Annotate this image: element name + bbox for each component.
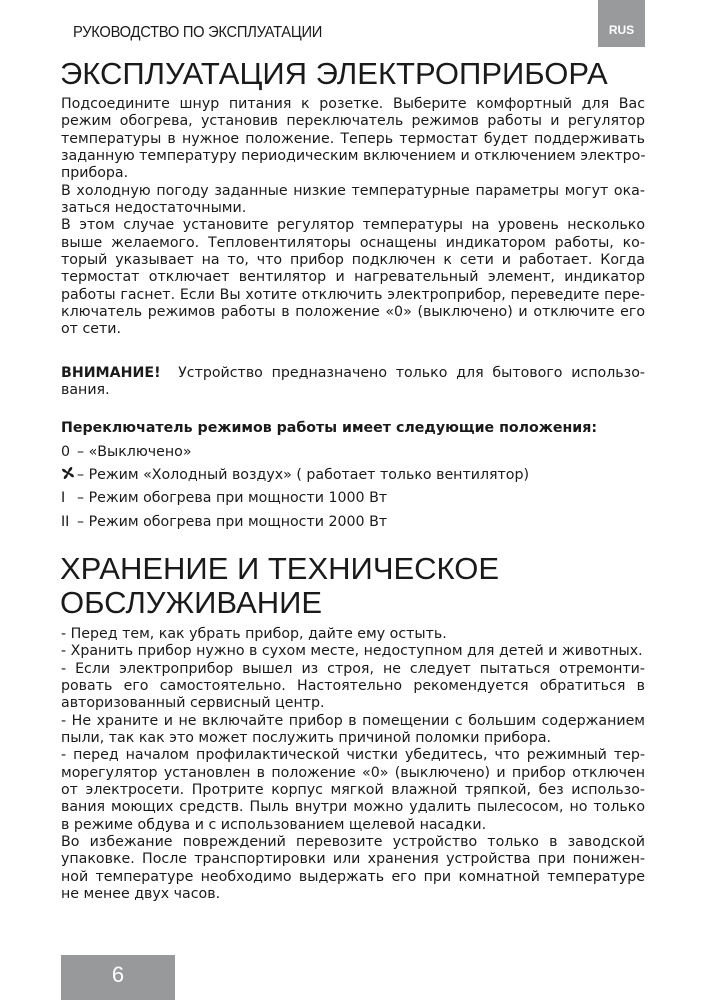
text-line: В этом случае установите регулятор температуры на уровень несколько <box>61 217 645 234</box>
text-line: ровать его самостоятельно. Настоятельно рекомендуется обратиться в <box>61 678 645 695</box>
warning-line: ВНИМАНИЕ! Устройство предназначено только для бытового использо- <box>61 365 645 381</box>
warning-label: ВНИМАНИЕ! <box>61 365 161 381</box>
text-line: - перед началом профилактической чистки убедитесь, что режимный тер- <box>61 747 645 764</box>
language-tab <box>598 0 645 47</box>
running-header: РУКОВОДСТВО ПО ЭКСПЛУАТАЦИИ <box>73 24 323 41</box>
text-line: Подсоедините шнур питания к розетке. Выберите комфортный для Вас <box>61 96 645 112</box>
mode-item: 0 – «Выключено» <box>61 443 192 460</box>
text-line: - Не храните и не включайте прибор в помещении с большим содержанием <box>61 712 645 729</box>
text-line: - Хранить прибор нужно в сухом месте, недоступном для детей и животных. <box>61 643 643 660</box>
section-title-operation: ЭКСПЛУАТАЦИЯ ЭЛЕКТРОПРИБОРА <box>60 56 608 91</box>
storage-paragraph <box>61 626 645 904</box>
text-line: В холодную погоду заданные низкие температурные параметры могут ока- <box>61 182 645 199</box>
page-number: 6 <box>61 955 175 1000</box>
text-line: заданную температуру периодическим включением и отключением электро- <box>61 148 646 165</box>
text-line: пыли, так как это может послужить причиной поломки прибора. <box>61 730 552 747</box>
text-line: вания моющих средств. Пыль внутри можно удалить пылесосом, но только <box>61 799 645 816</box>
text-line: температуры в нужное положение. Теперь термостат будет поддерживать <box>61 130 645 147</box>
text-line: от электросети. Протрите корпус мягкой влажной тряпкой, без использо- <box>61 782 645 799</box>
text-line: работы гаснет. Если Вы хотите отключить электроприбор, переведите пере- <box>61 286 645 303</box>
text-line: торый указывает на то, что прибор подключен к сети и работает. Когда <box>61 252 645 269</box>
text-line: - Если электроприбор вышел из строя, не следует пытаться отремонти- <box>61 660 645 677</box>
text-line: - Перед тем, как убрать прибор, дайте ему остыть. <box>61 626 447 642</box>
text-line: не менее двух часов. <box>61 886 221 903</box>
text-line: ной температуре необходимо выдержать его при комнатной температуре <box>61 868 645 885</box>
warning-paragraph <box>61 365 645 400</box>
text-line: упаковке. После транспортировки или хранения устройства при понижен- <box>61 851 645 868</box>
text-line: Во избежание повреждений перевозите устройство только в заводской <box>61 834 645 851</box>
text-line: режим обогрева, установив переключатель режимов работы и регулятор <box>61 113 645 130</box>
text-line: термостат отключает вентилятор и нагревательный элемент, индикатор <box>61 269 645 286</box>
text-line: выше желаемого. Тепловентиляторы оснащены индикатором работы, ко- <box>61 234 645 251</box>
fan-icon <box>61 466 77 484</box>
warning-line: вания. <box>61 382 110 399</box>
mode-item: I – Режим обогрева при мощности 1000 Вт <box>61 490 388 507</box>
mode-item: – Режим «Холодный воздух» ( работает только вентилятор) <box>61 463 645 486</box>
mode-item: II – Режим обогрева при мощности 2000 Вт <box>61 513 388 530</box>
text-line: прибора. <box>61 165 129 182</box>
language-label: RUS <box>608 23 635 37</box>
modes-title: Переключатель режимов работы имеет следующие положения: <box>61 420 598 436</box>
section-title-storage: ХРАНЕНИЕ И ТЕХНИЧЕСКОЕ ОБСЛУЖИВАНИЕ <box>60 551 500 620</box>
modes-list <box>61 440 645 534</box>
text-line: заться недостаточными. <box>61 200 247 217</box>
text-line: ключатель режимов работы в положение «0» (выключено) и отключите его <box>61 304 645 321</box>
text-line: в режиме обдува и с использованием щелевой насадки. <box>61 816 487 833</box>
text-line: авторизованный сервисный центр. <box>61 695 325 712</box>
operation-paragraph <box>61 96 645 339</box>
text-line: морегулятор установлен в положение «0» (выключено) и прибор отключен <box>61 764 645 781</box>
text-line: от сети. <box>61 321 121 338</box>
